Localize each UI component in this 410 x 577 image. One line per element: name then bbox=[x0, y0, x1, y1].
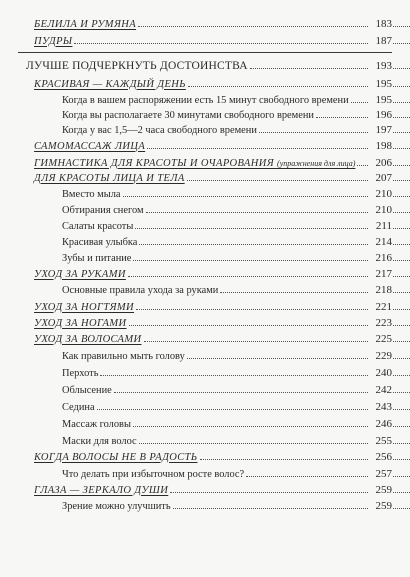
toc-entry-title: ГЛАЗА — ЗЕРКАЛО ДУШИ bbox=[34, 484, 169, 496]
toc-entry-title: УХОД ЗА ВОЛОСАМИ bbox=[34, 333, 142, 345]
toc-entry-title: Салаты красоты bbox=[62, 220, 134, 232]
toc-entry bbox=[0, 329, 410, 345]
toc-entry-title: Когда в вашем распоряжении есть 15 минут свободного времени bbox=[62, 94, 349, 106]
toc-entry-page: 183 bbox=[368, 19, 392, 30]
toc-entry bbox=[0, 480, 410, 496]
toc-entry bbox=[0, 120, 410, 136]
dot-leader bbox=[123, 196, 410, 197]
toc-entry-title: Когда у вас 1,5—2 часа свободного времени bbox=[62, 124, 257, 136]
toc-entry bbox=[0, 14, 410, 30]
toc-entry bbox=[0, 431, 410, 447]
toc-entry-title: Когда вы располагаете 30 минутами свободного времени bbox=[62, 109, 314, 121]
toc-entry bbox=[0, 216, 410, 232]
toc-entry bbox=[0, 346, 410, 362]
toc-section-title: ЛУЧШЕ ПОДЧЕРКНУТЬ ДОСТОИНСТВА bbox=[26, 59, 248, 72]
toc-entry bbox=[0, 297, 410, 313]
toc-entry-page: 216 bbox=[368, 253, 392, 264]
toc-entry-page: 246 bbox=[368, 419, 392, 430]
toc-entry-title: Красивая улыбка bbox=[62, 236, 138, 248]
dot-leader bbox=[100, 375, 410, 376]
toc-entry-title: Зрение можно улучшить bbox=[62, 500, 171, 512]
toc-entry-page: 210 bbox=[368, 205, 392, 216]
toc-entry-page: 257 bbox=[368, 469, 392, 480]
toc-entry-page: 229 bbox=[368, 351, 392, 362]
toc-entry-title: Обтирания снегом bbox=[62, 204, 144, 216]
toc-entry-title: УХОД ЗА РУКАМИ bbox=[34, 268, 126, 280]
toc-entry bbox=[0, 264, 410, 280]
section-divider bbox=[18, 52, 392, 53]
toc-entry-page: 259 bbox=[368, 485, 392, 496]
toc-entry-title: КРАСИВАЯ — КАЖДЫЙ ДЕНЬ bbox=[34, 78, 186, 90]
toc-entry bbox=[0, 248, 410, 264]
toc-entry-title: Основные правила ухода за руками bbox=[62, 284, 219, 296]
toc-entry-title: Как правильно мыть голову bbox=[62, 350, 185, 362]
toc-entry-page: 195 bbox=[368, 79, 392, 90]
toc-entry-page: 196 bbox=[368, 110, 392, 121]
toc-entry-title: ПУДРЫ bbox=[34, 35, 73, 47]
toc-entry-page: 197 bbox=[368, 125, 392, 136]
toc-entry-title: Седина bbox=[62, 401, 95, 413]
dot-leader bbox=[97, 409, 410, 410]
toc-entry-title: УХОД ЗА НОГАМИ bbox=[34, 317, 127, 329]
toc-entry bbox=[0, 363, 410, 379]
toc-entry-page: 187 bbox=[368, 36, 392, 47]
toc-entry bbox=[0, 31, 410, 47]
toc-entry-page: 243 bbox=[368, 402, 392, 413]
toc-entry-title: Облысение bbox=[62, 384, 112, 396]
toc-entry-note: (упражнения для лица) bbox=[277, 158, 356, 168]
toc-entry-main: ГИМНАСТИКА ДЛЯ КРАСОТЫ И ОЧАРОВАНИЯ bbox=[34, 157, 275, 169]
dot-leader bbox=[114, 392, 410, 393]
toc-entry bbox=[0, 447, 410, 463]
toc-entry-title: Перхоть bbox=[62, 367, 99, 379]
toc-entry-page: 206 bbox=[368, 158, 392, 169]
toc-entry-title: УХОД ЗА НОГТЯМИ bbox=[34, 301, 135, 313]
toc-entry-page: 218 bbox=[368, 285, 392, 296]
toc-entry-page: 259 bbox=[368, 501, 392, 512]
toc-entry-page: 214 bbox=[368, 237, 392, 248]
toc-entry-title: ДЛЯ КРАСОТЫ ЛИЦА И ТЕЛА bbox=[34, 172, 185, 184]
toc-entry-title: Что делать при избыточном росте волос? bbox=[62, 468, 245, 480]
toc-entry bbox=[0, 200, 410, 216]
toc-entry bbox=[0, 380, 410, 396]
toc-entry-page: 223 bbox=[368, 318, 392, 329]
toc-entry-page: 198 bbox=[368, 141, 392, 152]
toc-entry bbox=[0, 232, 410, 248]
toc-entry bbox=[0, 313, 410, 329]
toc-entry bbox=[0, 280, 410, 296]
toc-entry bbox=[0, 105, 410, 121]
toc-section bbox=[0, 56, 410, 72]
toc-entry-page: 221 bbox=[368, 302, 392, 313]
toc-entry-title: БЕЛИЛА И РУМЯНА bbox=[34, 18, 137, 30]
toc-entry-page: 242 bbox=[368, 385, 392, 396]
toc-entry-title: Вместо мыла bbox=[62, 188, 121, 200]
toc-entry-title: САМОМАССАЖ ЛИЦА bbox=[34, 140, 146, 152]
toc-entry-page: 240 bbox=[368, 368, 392, 379]
toc-entry bbox=[0, 74, 410, 90]
toc-entry bbox=[0, 414, 410, 430]
toc-entry bbox=[0, 136, 410, 152]
dot-leader bbox=[74, 43, 410, 44]
toc-entry-page: 193 bbox=[368, 61, 392, 72]
toc-entry-page: 207 bbox=[368, 173, 392, 184]
toc-entry-title: Маски для волос bbox=[62, 435, 137, 447]
dot-leader bbox=[316, 117, 410, 118]
toc-entry-page: 211 bbox=[368, 221, 392, 232]
toc-entry-title: Зубы и питание bbox=[62, 252, 132, 264]
toc-entry bbox=[0, 464, 410, 480]
toc-entry-page: 225 bbox=[368, 334, 392, 345]
toc-entry bbox=[0, 397, 410, 413]
toc-entry bbox=[0, 90, 410, 106]
toc-entry-page: 195 bbox=[368, 95, 392, 106]
toc-entry-page: 210 bbox=[368, 189, 392, 200]
toc-entry bbox=[0, 153, 410, 169]
toc-entry bbox=[0, 168, 410, 184]
toc-entry-page: 256 bbox=[368, 452, 392, 463]
toc-entry-page: 217 bbox=[368, 269, 392, 280]
toc-entry-title: КОГДА ВОЛОСЫ НЕ В РАДОСТЬ bbox=[34, 451, 198, 463]
toc-entry bbox=[0, 184, 410, 200]
toc-entry-page: 255 bbox=[368, 436, 392, 447]
toc-entry bbox=[0, 496, 410, 512]
toc-entry-title: Массаж головы bbox=[62, 418, 131, 430]
